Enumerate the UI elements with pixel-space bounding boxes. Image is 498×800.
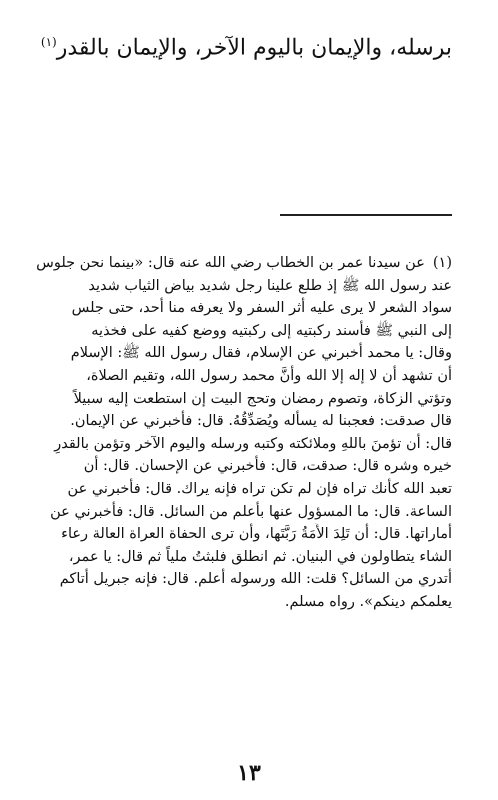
footnote-line <box>18 252 452 275</box>
footnote-line: عند رسول الله ﷺ إذ طلع علينا رجل شديد بياض الثياب شديد <box>88 277 452 294</box>
footnote-reference: (١) <box>40 35 57 49</box>
footnote-line: أتدري من السائل؟ قلت: الله ورسوله أعلم. قال: فإنه جبريل أتاكم <box>59 571 452 588</box>
footnote-line: إلى النبي ﷺ فأسند ركبتيه إلى ركبتيه ووضع كفيه على فخذيه <box>91 322 452 339</box>
main-text: برسله، والإيمان باليوم الآخر، والإيمان بالقدر <box>56 35 452 61</box>
footnote-separator <box>280 214 452 216</box>
footnote-line: سواد الشعر لا يرى عليه أثر السفر ولا يعرفه منا أحد، حتى جلس <box>71 300 452 317</box>
footnote-line: قال: أن تؤمنَ باللهِ وملائكته وكتبه ورسله واليوم الآخر وتؤمن بالقدرِ <box>54 435 452 452</box>
footnote-line: وقال: يا محمد أخبرني عن الإسلام، فقال رسول الله ﷺ: الإسلام <box>70 345 452 362</box>
footnote-line: أماراتها. قال: أن تَلِدَ الأَمَةُ رَبَّتَها، وأن ترى الحفاة العراة العالة رعاء <box>61 526 452 543</box>
footnote-block <box>18 252 452 614</box>
footnote-line-text: عن سيدنا عمر بن الخطاب رضي الله عنه قال: «بينما نحن جلوس <box>36 255 425 271</box>
footnote-line: أن تشهد أن لا إله إلا الله وأنَّ محمد رسول الله، وتقيم الصلاة، <box>86 367 452 384</box>
footnote-number: (١) <box>432 255 452 271</box>
footnote-line: الشاء يتطاولون في البنيان. ثم انطلق فلبثتُ ملياً ثم قال: يا عمر، <box>68 548 452 565</box>
main-text-line <box>30 22 452 68</box>
page-number: ١٣ <box>237 760 261 786</box>
footnote-line: الساعة. قال: ما المسؤول عنها بأعلم من السائل. قال: فأخبرني عن <box>50 503 452 520</box>
footnote-line: تعبد الله كأنك تراه فإن لم تكن تراه فإنه يراك. قال: فأخبرني عن <box>67 480 452 497</box>
footnote-line: قال صدقت: فعجبنا له يسأله ويُصَدِّقُهُ. قال: فأخبرني عن الإيمان. <box>70 413 452 430</box>
footnote-line: يعلمكم دينكم». رواه مسلم. <box>284 593 452 610</box>
footnote-line: وتؤتي الزكاة، وتصوم رمضان وتحج البيت إن استطعت إليه سبيلاً <box>73 390 452 407</box>
footnote-line: خيره وشره قال: صدقت، قال: فأخبرني عن الإحسان. قال: أن <box>83 458 452 475</box>
